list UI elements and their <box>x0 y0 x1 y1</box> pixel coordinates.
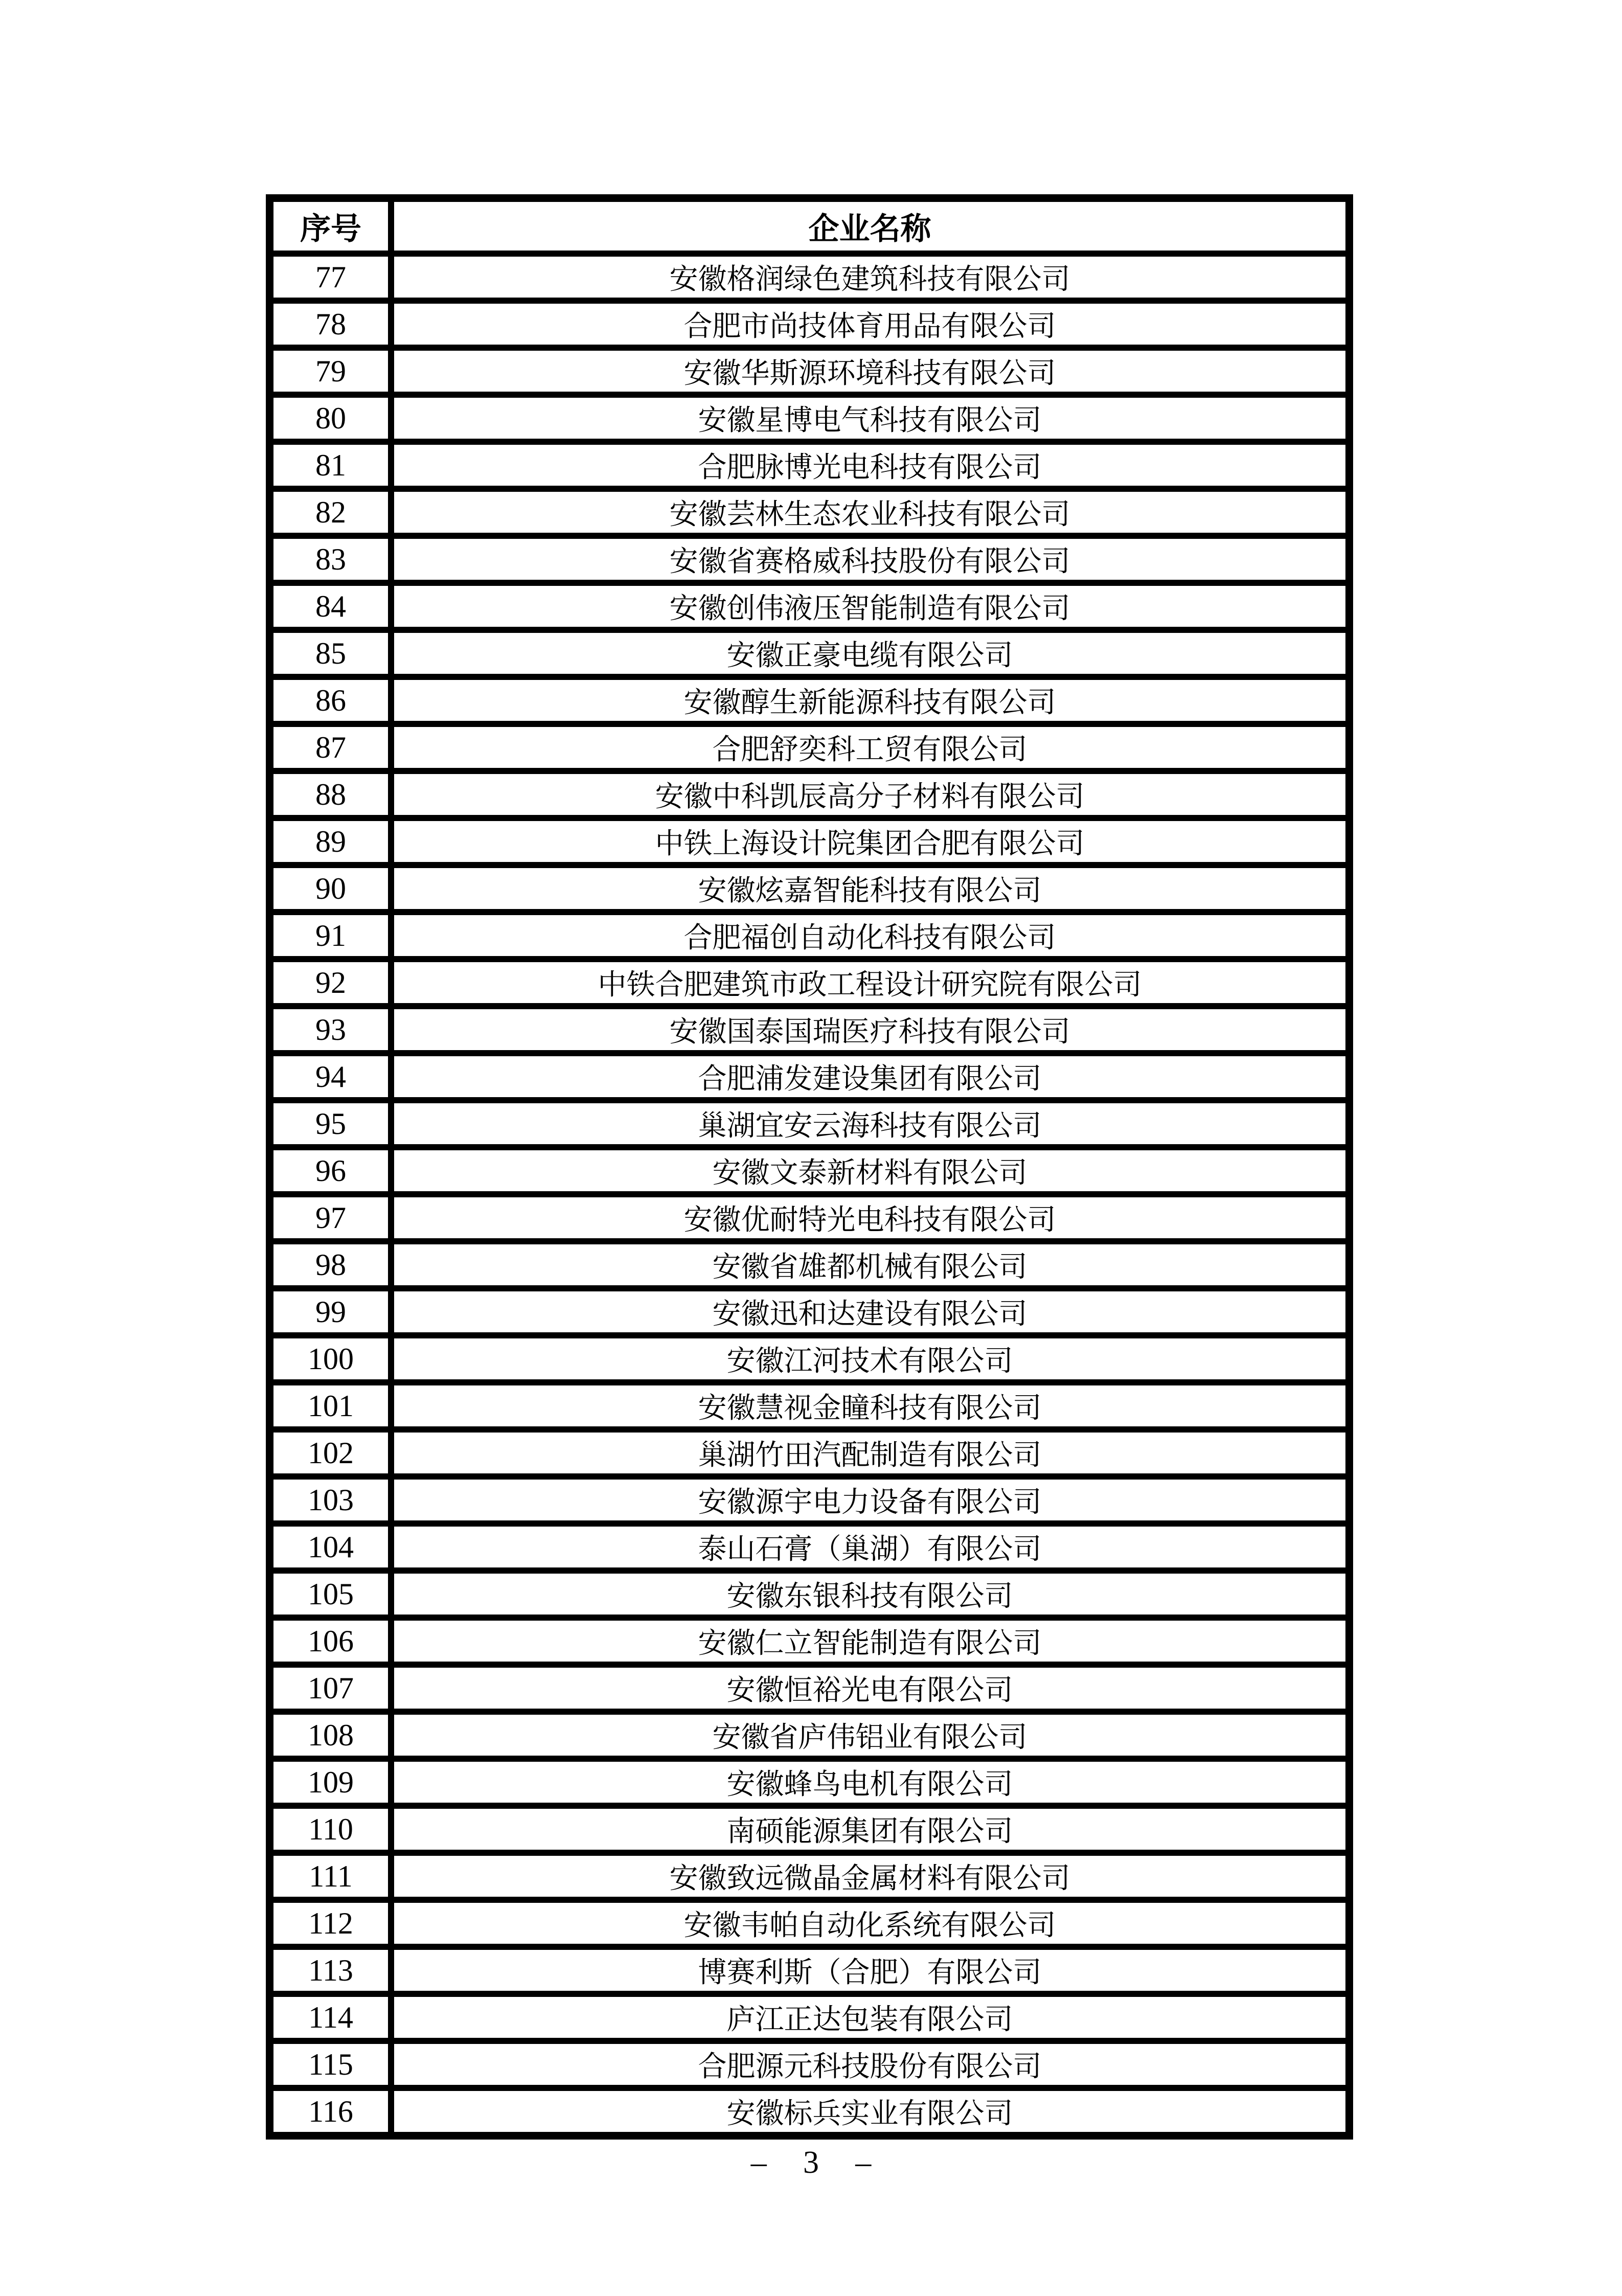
table-row <box>270 1194 1350 1241</box>
row-index-cell: 102 <box>270 1429 392 1476</box>
company-name-cell: 安徽省赛格威科技股份有限公司 <box>391 536 1350 583</box>
table-row <box>270 1571 1350 1618</box>
table-row <box>270 1947 1350 1994</box>
company-name-cell: 安徽文泰新材料有限公司 <box>391 1147 1350 1194</box>
table-row <box>270 1665 1350 1712</box>
row-index-cell: 82 <box>270 489 392 536</box>
row-index-cell: 116 <box>270 2088 392 2136</box>
row-index-cell: 113 <box>270 1947 392 1994</box>
company-name-cell: 安徽星博电气科技有限公司 <box>391 395 1350 442</box>
row-index-cell: 95 <box>270 1100 392 1147</box>
row-index-cell: 97 <box>270 1194 392 1241</box>
table-row <box>270 1288 1350 1335</box>
company-name-cell: 南硕能源集团有限公司 <box>391 1806 1350 1853</box>
company-name-cell: 合肥福创自动化科技有限公司 <box>391 912 1350 959</box>
company-name-cell: 安徽中科凯辰高分子材料有限公司 <box>391 771 1350 818</box>
company-table <box>266 194 1353 2140</box>
row-index-cell: 92 <box>270 959 392 1006</box>
table-row <box>270 1241 1350 1288</box>
table-row <box>270 1053 1350 1100</box>
company-name-cell: 安徽芸林生态农业科技有限公司 <box>391 489 1350 536</box>
company-name-cell: 安徽致远微晶金属材料有限公司 <box>391 1853 1350 1900</box>
table-row <box>270 1335 1350 1382</box>
company-name-cell: 安徽省庐伟铝业有限公司 <box>391 1712 1350 1759</box>
table-row <box>270 865 1350 912</box>
company-name-cell: 安徽迅和达建设有限公司 <box>391 1288 1350 1335</box>
row-index-cell: 85 <box>270 630 392 677</box>
company-name-cell: 泰山石膏（巢湖）有限公司 <box>391 1524 1350 1571</box>
company-name-cell: 中铁上海设计院集团合肥有限公司 <box>391 818 1350 865</box>
row-index-cell: 90 <box>270 865 392 912</box>
company-name-cell: 安徽格润绿色建筑科技有限公司 <box>391 254 1350 301</box>
table-row <box>270 1994 1350 2041</box>
company-name-cell: 中铁合肥建筑市政工程设计研究院有限公司 <box>391 959 1350 1006</box>
company-name-cell: 巢湖竹田汽配制造有限公司 <box>391 1429 1350 1476</box>
table-row <box>270 912 1350 959</box>
row-index-cell: 89 <box>270 818 392 865</box>
table-row <box>270 2041 1350 2088</box>
header-cell-index: 序号 <box>270 198 392 254</box>
row-index-cell: 103 <box>270 1476 392 1524</box>
company-name-cell: 庐江正达包装有限公司 <box>391 1994 1350 2041</box>
table-row <box>270 442 1350 489</box>
row-index-cell: 110 <box>270 1806 392 1853</box>
row-index-cell: 86 <box>270 677 392 724</box>
table-row <box>270 677 1350 724</box>
row-index-cell: 111 <box>270 1853 392 1900</box>
company-name-cell: 合肥舒奕科工贸有限公司 <box>391 724 1350 771</box>
company-name-cell: 合肥市尚技体育用品有限公司 <box>391 301 1350 348</box>
company-name-cell: 安徽优耐特光电科技有限公司 <box>391 1194 1350 1241</box>
row-index-cell: 87 <box>270 724 392 771</box>
table-row <box>270 254 1350 301</box>
company-name-cell: 安徽慧视金瞳科技有限公司 <box>391 1382 1350 1429</box>
company-name-cell: 安徽创伟液压智能制造有限公司 <box>391 583 1350 630</box>
company-name-cell: 安徽国泰国瑞医疗科技有限公司 <box>391 1006 1350 1053</box>
company-name-cell: 安徽韦帕自动化系统有限公司 <box>391 1900 1350 1947</box>
company-name-cell: 安徽东银科技有限公司 <box>391 1571 1350 1618</box>
company-name-cell: 安徽醇生新能源科技有限公司 <box>391 677 1350 724</box>
table-row <box>270 1100 1350 1147</box>
table-row <box>270 1476 1350 1524</box>
row-index-cell: 112 <box>270 1900 392 1947</box>
company-name-cell: 安徽省雄都机械有限公司 <box>391 1241 1350 1288</box>
company-name-cell: 安徽源宇电力设备有限公司 <box>391 1476 1350 1524</box>
table-row <box>270 1382 1350 1429</box>
table-row <box>270 818 1350 865</box>
row-index-cell: 100 <box>270 1335 392 1382</box>
table-row <box>270 1524 1350 1571</box>
table-row <box>270 536 1350 583</box>
company-name-cell: 合肥脉博光电科技有限公司 <box>391 442 1350 489</box>
table-row <box>270 2088 1350 2136</box>
table-row <box>270 724 1350 771</box>
company-name-cell: 巢湖宜安云海科技有限公司 <box>391 1100 1350 1147</box>
table-row <box>270 771 1350 818</box>
row-index-cell: 79 <box>270 348 392 395</box>
company-name-cell: 合肥浦发建设集团有限公司 <box>391 1053 1350 1100</box>
row-index-cell: 109 <box>270 1759 392 1806</box>
company-name-cell: 安徽正豪电缆有限公司 <box>391 630 1350 677</box>
row-index-cell: 104 <box>270 1524 392 1571</box>
table-row <box>270 1147 1350 1194</box>
row-index-cell: 84 <box>270 583 392 630</box>
company-name-cell: 安徽炫嘉智能科技有限公司 <box>391 865 1350 912</box>
company-name-cell: 合肥源元科技股份有限公司 <box>391 2041 1350 2088</box>
row-index-cell: 77 <box>270 254 392 301</box>
table-row <box>270 489 1350 536</box>
company-name-cell: 博赛利斯（合肥）有限公司 <box>391 1947 1350 1994</box>
row-index-cell: 91 <box>270 912 392 959</box>
row-index-cell: 106 <box>270 1618 392 1665</box>
header-cell-name: 企业名称 <box>391 198 1350 254</box>
table-row <box>270 1759 1350 1806</box>
row-index-cell: 114 <box>270 1994 392 2041</box>
row-index-cell: 78 <box>270 301 392 348</box>
company-name-cell: 安徽仁立智能制造有限公司 <box>391 1618 1350 1665</box>
row-index-cell: 101 <box>270 1382 392 1429</box>
table-row <box>270 959 1350 1006</box>
row-index-cell: 88 <box>270 771 392 818</box>
row-index-cell: 94 <box>270 1053 392 1100</box>
company-name-cell: 安徽江河技术有限公司 <box>391 1335 1350 1382</box>
table-row <box>270 1618 1350 1665</box>
page-number: – 3 – <box>750 2145 872 2180</box>
row-index-cell: 105 <box>270 1571 392 1618</box>
table-row <box>270 301 1350 348</box>
company-name-cell: 安徽恒裕光电有限公司 <box>391 1665 1350 1712</box>
table-row <box>270 395 1350 442</box>
row-index-cell: 107 <box>270 1665 392 1712</box>
table-row <box>270 630 1350 677</box>
table-row <box>270 1900 1350 1947</box>
table-row <box>270 1712 1350 1759</box>
company-name-cell: 安徽标兵实业有限公司 <box>391 2088 1350 2136</box>
row-index-cell: 83 <box>270 536 392 583</box>
table-row <box>270 1853 1350 1900</box>
table-row <box>270 348 1350 395</box>
table-row <box>270 1806 1350 1853</box>
row-index-cell: 96 <box>270 1147 392 1194</box>
row-index-cell: 99 <box>270 1288 392 1335</box>
table-row <box>270 1006 1350 1053</box>
row-index-cell: 98 <box>270 1241 392 1288</box>
company-name-cell: 安徽蜂鸟电机有限公司 <box>391 1759 1350 1806</box>
row-index-cell: 81 <box>270 442 392 489</box>
row-index-cell: 93 <box>270 1006 392 1053</box>
table-row <box>270 583 1350 630</box>
header-row <box>270 198 1350 254</box>
company-name-cell: 安徽华斯源环境科技有限公司 <box>391 348 1350 395</box>
row-index-cell: 108 <box>270 1712 392 1759</box>
row-index-cell: 115 <box>270 2041 392 2088</box>
table-row <box>270 1429 1350 1476</box>
row-index-cell: 80 <box>270 395 392 442</box>
